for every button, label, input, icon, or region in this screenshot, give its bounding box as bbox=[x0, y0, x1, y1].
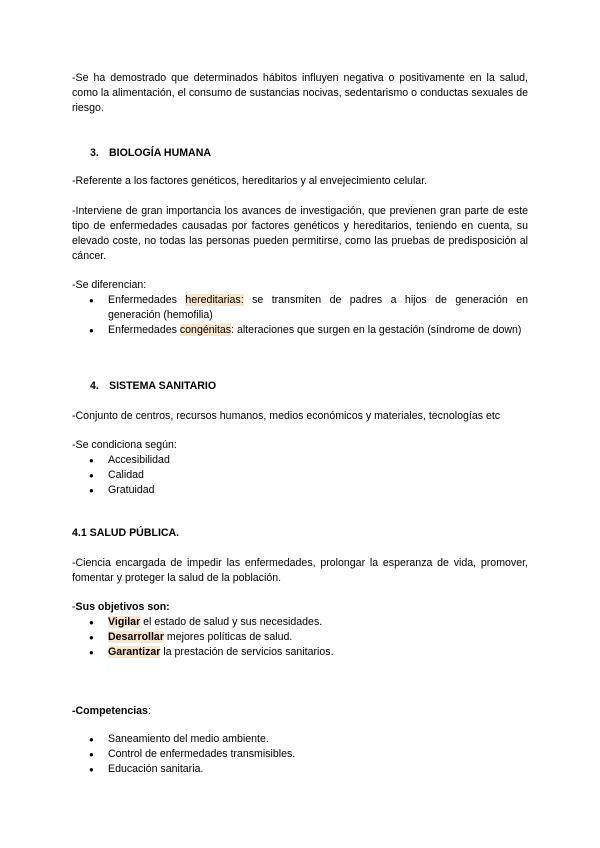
section-3-paragraph-3: -Se diferencian: bbox=[72, 279, 147, 291]
highlight-term: Garantizar bbox=[108, 646, 161, 658]
section-4-heading bbox=[72, 379, 528, 394]
highlight-term: hereditarias: bbox=[185, 294, 244, 306]
highlight-term: Vigilar bbox=[108, 616, 141, 628]
highlight-term: Desarrollar bbox=[108, 631, 164, 643]
list-item: ● Desarrollar mejores políticas de salud. bbox=[72, 630, 528, 645]
section-3-title: BIOLOGÍA HUMANA bbox=[109, 147, 212, 159]
list-item: ● Gratuidad bbox=[72, 483, 528, 498]
section-3-heading bbox=[72, 146, 528, 161]
section-4-1-paragraph: -Ciencia encargada de impedir las enfermedades, prolongar la esperanza de vida, promover, fomentar y proteger la salud de la población. bbox=[72, 557, 528, 584]
section-4-number: 4. bbox=[90, 380, 99, 392]
section-3-paragraph-1: -Referente a los factores genéticos, hereditarios y al envejecimiento celular. bbox=[72, 175, 428, 187]
paragraph-habitos: -Se ha demostrado que determinados hábitos influyen negativa o positivamente en la salud, como la alimentación, el consumo de sustancias nocivas, sedentarismo o conductas sexuales de riesgo. bbox=[72, 72, 528, 114]
section-4-list bbox=[72, 453, 528, 498]
list-item: ● Calidad bbox=[72, 468, 528, 483]
section-4-paragraph-2: -Se condiciona según: bbox=[72, 439, 177, 451]
competencias-list bbox=[72, 732, 528, 777]
list-item: ● Enfermedades congénitas: alteraciones que surgen en la gestación (síndrome de down) bbox=[72, 323, 528, 338]
list-item: ● Control de enfermedades transmisibles. bbox=[72, 747, 528, 762]
section-3-paragraph-2: -Interviene de gran importancia los avances de investigación, que previenen gran parte de este tipo de enfermedades causadas por factores genéticos y hereditarios, teniendo en cuenta, su elevado coste, no todas las personas pueden permitirse, como las pruebas de predisposición al cáncer. bbox=[72, 205, 528, 262]
section-3-list bbox=[72, 293, 528, 338]
list-item: ● Enfermedades hereditarias: se transmiten de padres a hijos de generación en generación (hemofilia) bbox=[72, 293, 528, 323]
section-4-paragraph-1: -Conjunto de centros, recursos humanos, medios económicos y materiales, tecnologías etc bbox=[72, 410, 501, 422]
section-4-1-heading: 4.1 SALUD PÚBLICA. bbox=[72, 527, 180, 539]
objetivos-label: -Sus objetivos son: bbox=[72, 601, 170, 613]
objetivos-list bbox=[72, 615, 528, 660]
list-item: ● Educación sanitaria. bbox=[72, 762, 528, 777]
list-item: ● Garantizar la prestación de servicios sanitarios. bbox=[72, 645, 528, 660]
list-item: ● Vigilar el estado de salud y sus necesidades. bbox=[72, 615, 528, 630]
list-item: ● Saneamiento del medio ambiente. bbox=[72, 732, 528, 747]
list-item: ● Accesibilidad bbox=[72, 453, 528, 468]
competencias-label: -Competencias: bbox=[72, 705, 151, 717]
section-4-title: SISTEMA SANITARIO bbox=[109, 380, 217, 392]
section-3-number: 3. bbox=[90, 147, 99, 159]
highlight-term: congénitas bbox=[179, 324, 232, 336]
